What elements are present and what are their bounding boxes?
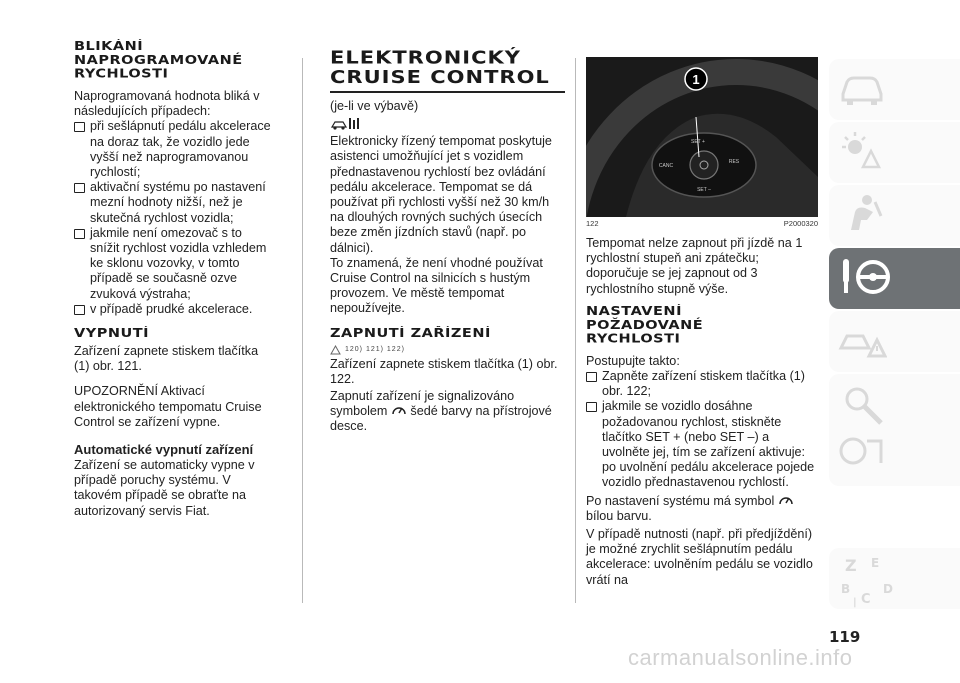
cruise-symbol-icon	[778, 494, 794, 506]
list-item-text: aktivační systému po nastavení mezní hodnoty nižší, než je skutečná rychlost vozidla;	[90, 180, 266, 225]
list-item	[74, 226, 274, 302]
tab-warning-lights[interactable]	[829, 122, 960, 183]
signal-text-end: šedé barvy na přístrojové desce.	[330, 404, 552, 434]
symbol-text-start: Po nastavení systému má symbol	[586, 493, 775, 508]
steering-wheel-illustration	[586, 57, 818, 217]
heading-line: CRUISE CONTROL	[330, 66, 550, 88]
heading-zapnuti: ZAPNUTÍ ZAŘÍZENÍ	[330, 326, 491, 341]
bullet-list	[74, 119, 274, 317]
zapnuti-text: Zařízení zapnete stiskem tlačítka (1) obr. 122.	[330, 356, 558, 386]
heading-line: RYCHLOSTI	[74, 67, 169, 81]
tab-index[interactable]	[829, 548, 960, 609]
set-plus-label: SET +	[691, 139, 705, 145]
bullet-box-icon	[74, 229, 85, 239]
res-label: RES	[728, 159, 740, 165]
symbol-text-end: bílou barvu.	[586, 508, 652, 523]
intro-text: Naprogramovaná hodnota bliká v následujících případech:	[74, 89, 260, 119]
warning-triangle-icon	[330, 345, 341, 355]
tab-service[interactable]	[829, 374, 960, 486]
gear-text: Tempomat nelze zapnout při jízdě na 1 rychlostní stupeň ani zpátečku; doporučuje se jej zapnout od 3 rychlostního stupně výše.	[586, 236, 803, 296]
set-minus-label: SET –	[697, 187, 711, 193]
key-steering-wheel-icon	[837, 253, 897, 303]
heading-line: NAPROGRAMOVANÉ	[74, 53, 243, 68]
list-item-text: při sešlápnutí pedálu akcelerace na doraz tak, že vozidlo jede vyšší než naprogramovanou rychlostí;	[90, 119, 271, 180]
symbol-text	[586, 494, 818, 524]
tab-breakdown[interactable]	[829, 311, 960, 372]
service-wrench-icon	[837, 379, 897, 479]
list-item-text: Zapněte zařízení stiskem tlačítka (1) obr. 122;	[602, 369, 805, 399]
list-item-text: jakmile není omezovač s to snížit rychlost vozidla vzhledem ke sklonu vozovky, v tomto případě se současně ozve zvuková výstraha;	[90, 225, 267, 301]
vypnuti-text: Zařízení zapnete stiskem tlačítka (1) obr. 121.	[74, 344, 259, 374]
list-item-text: jakmile se vozidlo dosáhne požadovanou rychlost, stiskněte tlačítko SET + (nebo SET –) a uvolněte jej, tím se zařízení aktivuje: po uvolnění pedálu akcelerace pojede vozidlo přednastavenou rychlostí.	[602, 399, 815, 490]
list-item-text: v případě prudké akcelerace.	[90, 301, 253, 316]
overtake-text: V případě nutnosti (např. při předjíždění) je možné zrychlit sešlápnutím pedálu akcelerace: uvolněním pedálu se vozidlo vrátí na	[586, 527, 813, 587]
tab-car-exterior[interactable]	[829, 59, 960, 120]
bullet-box-icon	[586, 402, 597, 412]
list-item	[74, 180, 274, 226]
references	[330, 345, 565, 355]
svg-text:C: C	[861, 592, 871, 607]
column-1	[74, 40, 274, 519]
heading-vypnuti: VYPNUTÍ	[74, 327, 150, 341]
steering-wheel-figure	[586, 57, 818, 217]
tab-airbag-seat[interactable]	[829, 185, 960, 246]
bullet-box-icon	[586, 372, 597, 382]
column-3	[586, 57, 818, 588]
airbag-seat-icon	[837, 190, 887, 234]
watermark: carmanualsonline.info	[628, 645, 853, 670]
svg-text:B: B	[841, 582, 851, 596]
list-item	[74, 302, 274, 317]
version-icon	[330, 116, 565, 132]
svg-text:E: E	[871, 556, 880, 570]
heading-line: POŽADOVANÉ	[586, 318, 704, 333]
figure-number: 122	[586, 219, 599, 228]
list-item	[586, 399, 818, 490]
list-item	[586, 369, 818, 399]
bullet-box-icon	[74, 122, 85, 132]
figure-caption	[586, 219, 818, 228]
warning-text: UPOZORNĚNÍ Aktivací elektronického tempomatu Cruise Control se zařízení vypne.	[74, 384, 262, 429]
car-version-icon	[330, 116, 364, 131]
cruise-symbol-icon	[391, 404, 407, 416]
heading-line: RYCHLOSTI	[586, 332, 681, 346]
subheading-auto: Automatické vypnutí zařízení	[74, 442, 254, 458]
column-divider	[575, 58, 576, 603]
page-number: 119	[829, 628, 861, 646]
heading-cruise-control	[330, 48, 565, 87]
column-divider	[302, 58, 303, 603]
heading-rule	[330, 91, 565, 93]
postup-text: Postupujte takto:	[586, 353, 680, 368]
zapnuti-signal-text	[330, 389, 565, 435]
list-item	[74, 119, 274, 180]
car-exterior-icon	[837, 64, 887, 108]
svg-text:D: D	[883, 582, 893, 596]
heading-nastaveni	[586, 305, 818, 346]
heading-line: NASTAVENÍ	[586, 304, 682, 319]
callout-number: 1	[692, 72, 700, 87]
svg-text:|: |	[853, 597, 857, 608]
warning-lights-icon	[837, 127, 887, 171]
cruise-usage-text: To znamená, že není vhodné používat Cruise Control na silnicích s hustým provozem. Ve městě tempomat nepoužívejte.	[330, 255, 543, 316]
bullet-box-icon	[74, 183, 85, 193]
reference-numbers: 120) 121) 122)	[345, 346, 405, 354]
tab-key-steering-wheel[interactable]	[829, 248, 960, 309]
heading-line: ELEKTRONICKÝ	[330, 47, 521, 68]
svg-text:Z: Z	[845, 556, 857, 575]
figure-code: P2000320	[783, 219, 818, 228]
column-2	[330, 40, 565, 435]
index-letters-icon	[837, 553, 907, 608]
auto-text: Zařízení se automaticky vypne v případě poruchy systému. V takovém případě se obraťte na autorizovaný servis Fiat.	[74, 458, 255, 518]
breakdown-icon	[837, 316, 887, 360]
cruise-intro-text: Elektronicky řízený tempomat poskytuje asistenci umožňující jet s vozidlem přednastavenou rychlostí bez ovládání pedálu akcelerace. Tempomat se dá používat při rychlosti vyšší než 30 km/h na dlouhých rovných suchých úsecích beze změn jízdních stavů (např. po dálnici).	[330, 134, 552, 255]
canc-label: CANC	[658, 163, 674, 169]
version-text: (je-li ve výbavě)	[330, 99, 419, 113]
bullet-box-icon	[74, 305, 85, 315]
heading-line: BLIKÁNÍ	[74, 40, 144, 54]
heading-blikani	[74, 40, 274, 81]
signal-text-start: Zapnutí zařízení je signalizováno symbolem	[330, 389, 515, 419]
